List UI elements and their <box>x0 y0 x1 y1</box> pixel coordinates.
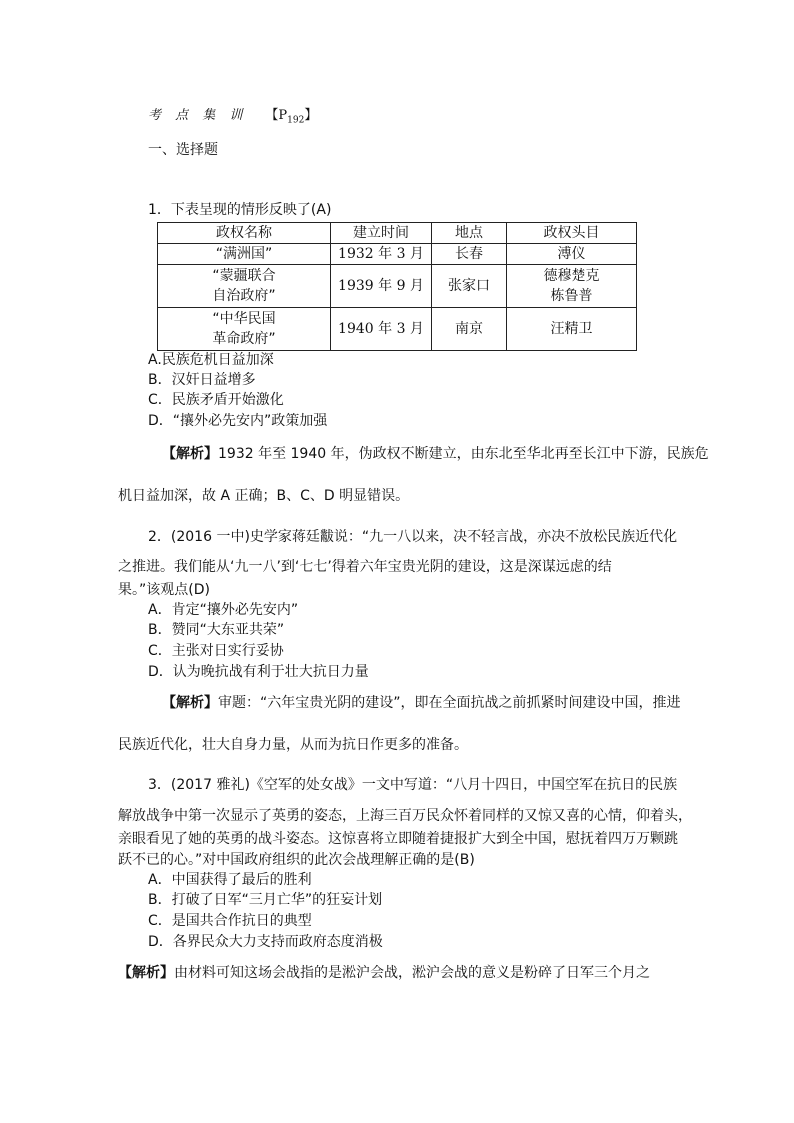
q3-stem-cont: 亲眼看见了她的英勇的战斗姿态。这惊喜将立即随着捷报扩大到全中国，慰抚着四万万颗跳 <box>118 831 678 847</box>
analysis-text: 由材料可知这场会战指的是淞沪会战，淞沪会战的意义是粉碎了日军三个月之 <box>174 965 650 981</box>
table-header-cell: 政权名称 <box>158 223 331 244</box>
q2-option-a: A．肯定“攘外必先安内” <box>148 602 299 618</box>
regime-table <box>157 222 637 351</box>
q3-option-d: D．各界民众大力支持而政府态度消极 <box>148 934 383 950</box>
table-cell: 1940 年 3 月 <box>331 308 432 351</box>
q3-stem-cont: 跃不已的心。”对中国政府组织的此次会战理解正确的是(B) <box>118 852 475 868</box>
q3-stem: 3．(2017 雅礼)《空军的处女战》一文中写道：“八月十四日，中国空军在抗日的民族 <box>148 777 678 793</box>
q2-stem-cont: 果。”该观点(D) <box>118 582 210 598</box>
table-cell: “中华民国 革命政府” <box>158 308 331 351</box>
table-header-cell: 政权头目 <box>507 223 637 244</box>
q1-stem: 1．下表呈现的情形反映了(A) <box>148 202 332 218</box>
section-title: 一、选择题 <box>148 142 218 158</box>
q2-stem: 2．(2016 一中)史学家蒋廷黻说：“九一八以来，决不轻言战，亦决不放松民族近代化 <box>148 529 678 545</box>
q3-option-a: A．中国获得了最后的胜利 <box>148 872 312 888</box>
q2-analysis <box>162 693 681 713</box>
q2-option-c: C．主张对日实行妥协 <box>148 643 284 659</box>
header-label: 考 点 集 训 <box>148 108 248 123</box>
q3-option-b: B．打破了日军“三月亡华”的狂妄计划 <box>148 892 383 908</box>
analysis-tag: 【解析】 <box>162 695 218 711</box>
q2-stem-cont: 之推进。我们能从‘九一八’到‘七七’得着六年宝贵光阴的建设，这是深谋远虑的结 <box>118 559 612 575</box>
analysis-text: 1932 年至 1940 年，伪政权不断建立，由东北至华北再至长江中下游，民族危 <box>218 446 709 462</box>
table-header-cell: 建立时间 <box>331 223 432 244</box>
table-header-cell: 地点 <box>432 223 507 244</box>
table-cell: 汪精卫 <box>507 308 637 351</box>
table-row <box>158 265 637 308</box>
q1-option-a: A.民族危机日益加深 <box>148 352 274 368</box>
analysis-tag: 【解析】 <box>162 446 218 462</box>
q1-option-b: B．汉奸日益增多 <box>148 372 256 388</box>
q2-option-b: B．赞同“大东亚共荣” <box>148 622 285 638</box>
table-cell: 1932 年 3 月 <box>331 244 432 265</box>
table-row <box>158 244 637 265</box>
q2-option-d: D．认为晚抗战有利于壮大抗日力量 <box>148 664 369 680</box>
table-row <box>158 308 637 351</box>
table-header-row <box>158 223 637 244</box>
table-cell: 长春 <box>432 244 507 265</box>
q1-analysis-cont: 机日益加深，故 A 正确；B、C、D 明显错误。 <box>118 488 410 504</box>
q1-analysis <box>162 444 709 464</box>
table-cell: “满洲国” <box>158 244 331 265</box>
table-cell: 1939 年 9 月 <box>331 265 432 308</box>
page-reference: 【$P_{192}$】 <box>265 108 318 126</box>
table-cell: 溥仪 <box>507 244 637 265</box>
table-cell: 南京 <box>432 308 507 351</box>
analysis-text: 审题：“六年宝贵光阴的建设”，即在全面抗战之前抓紧时间建设中国，推进 <box>218 695 681 711</box>
table-cell: 德穆楚克 栋鲁普 <box>507 265 637 308</box>
analysis-tag: 【解析】 <box>118 965 174 981</box>
q3-option-c: C．是国共合作抗日的典型 <box>148 913 312 929</box>
q1-option-c: C．民族矛盾开始激化 <box>148 392 284 408</box>
q3-stem-cont: 解放战争中第一次显示了英勇的姿态，上海三百万民众怀着同样的又惊又喜的心情，仰着头， <box>118 808 692 824</box>
section-header <box>148 106 317 131</box>
table-cell: 张家口 <box>432 265 507 308</box>
table-cell: “蒙疆联合 自治政府” <box>158 265 331 308</box>
q2-analysis-cont: 民族近代化，壮大自身力量，从而为抗日作更多的准备。 <box>118 737 468 753</box>
q1-option-d: D．“攘外必先安内”政策加强 <box>148 413 328 429</box>
q3-analysis <box>118 963 650 983</box>
